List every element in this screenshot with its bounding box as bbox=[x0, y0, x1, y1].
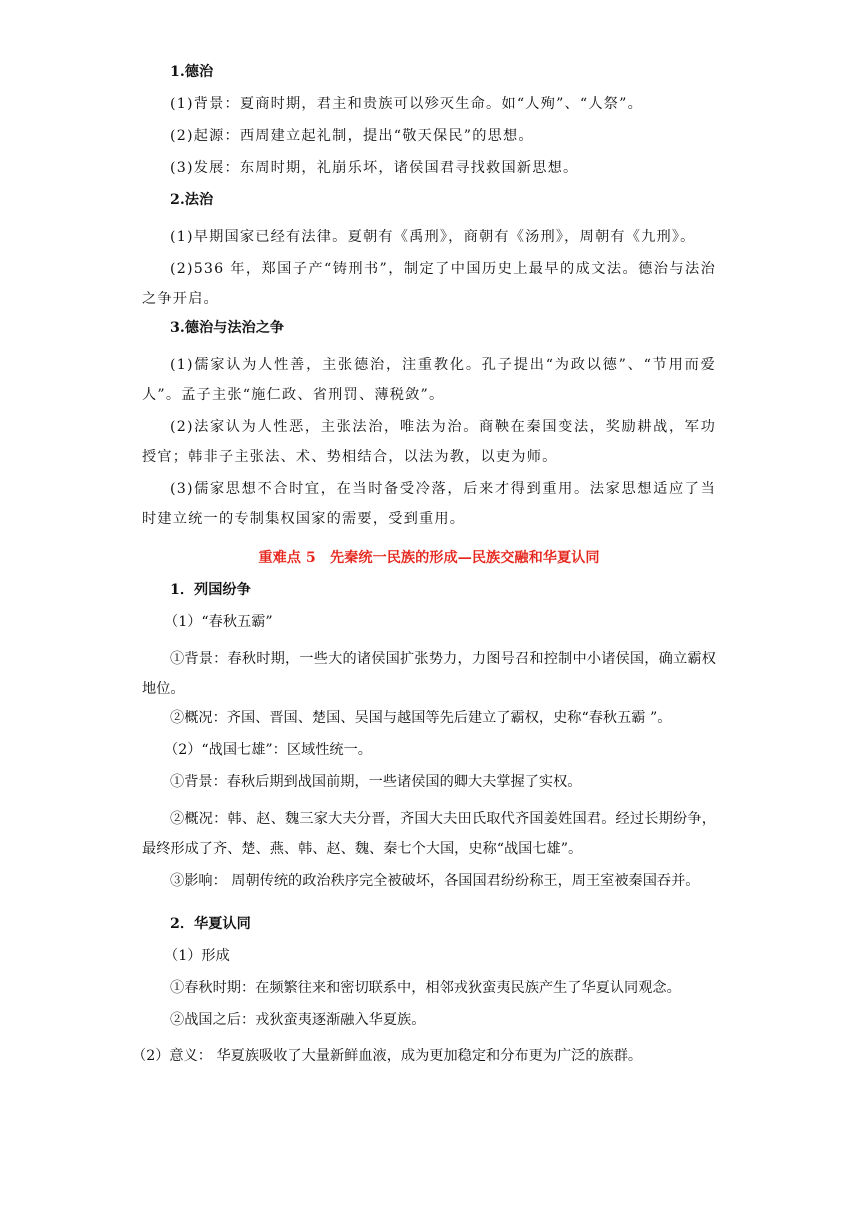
page-content bbox=[132, 62, 716, 1078]
paragraph: （2）意义： 华夏族吸收了大量新鲜血液，成为更加稳定和分布更为广泛的族群。 bbox=[132, 1048, 643, 1064]
paragraph: ①春秋时期：在频繁往来和密切联系中，相邻戎狄蛮夷民族产生了华夏认同观念。 bbox=[170, 980, 681, 996]
paragraph: (3)发展：东周时期，礼崩乐坏，诸侯国君寻找救国新思想。 bbox=[170, 160, 579, 176]
paragraph: ②概况：韩、赵、魏三家大夫分晋，齐国大夫田氏取代齐国姜姓国君。经过长期纷争，最终形成了齐、楚、燕、韩、赵、魏、秦七个大国，史称“战国七雄”。 bbox=[142, 811, 716, 857]
paragraph: (1)背景：夏商时期，君主和贵族可以殄灭生命。如“人殉”、“人祭”。 bbox=[170, 96, 643, 112]
heading-zhi-zheng: 3.德治与法治之争 bbox=[170, 320, 285, 336]
paragraph: (2)起源：西周建立起礼制，提出“敬天保民”的思想。 bbox=[170, 128, 534, 144]
paragraph: ①背景：春秋时期，一些大的诸侯国扩张势力，力图号召和控制中小诸侯国，确立霸权地位。 bbox=[142, 651, 716, 697]
heading-lie-guo: 1．列国纷争 bbox=[170, 582, 251, 598]
paragraph: (1)早期国家已经有法律。夏朝有《禹刑》，商朝有《汤刑》，周朝有《九刑》。 bbox=[170, 229, 696, 245]
heading-fa-zhi: 2.法治 bbox=[170, 192, 214, 208]
heading-de-zhi: 1.德治 bbox=[170, 64, 214, 80]
paragraph: (2)536 年，郑国子产“铸刑书”，制定了中国历史上最早的成文法。德治与法治之争开启。 bbox=[142, 261, 716, 307]
sub-heading: （1）形成 bbox=[164, 948, 230, 964]
paragraph: ②概况：齐国、晋国、楚国、吴国与越国等先后建立了霸权，史称“春秋五霸 ”。 bbox=[170, 710, 672, 726]
key-point-title: 重难点 5 先秦统一民族的形成—民族交融和华夏认同 bbox=[258, 550, 600, 566]
paragraph: (3)儒家思想不合时宜，在当时备受冷落，后来才得到重用。法家思想适应了当时建立统一的专制集权国家的需要，受到重用。 bbox=[142, 481, 716, 527]
paragraph: ②战国之后：戎狄蛮夷逐渐融入华夏族。 bbox=[170, 1012, 426, 1028]
sub-heading: （1）“春秋五霸” bbox=[164, 614, 273, 630]
paragraph: (1)儒家认为人性善，主张德治，注重教化。孔子提出“为政以德”、“节用而爱人”。孟子主张“施仁政、省刑罚、薄税敛”。 bbox=[142, 357, 716, 403]
paragraph: (2)法家认为人性恶，主张法治，唯法为治。商鞅在秦国变法，奖励耕战，军功授官；韩非子主张法、术、势相结合，以法为教，以吏为师。 bbox=[142, 419, 716, 465]
paragraph: ①背景：春秋后期到战国前期，一些诸侯国的卿大夫掌握了实权。 bbox=[170, 774, 582, 790]
heading-hua-xia: 2．华夏认同 bbox=[170, 916, 251, 932]
sub-heading: （2）“战国七雄”：区域性统一。 bbox=[164, 742, 372, 758]
paragraph: ③影响： 周朝传统的政治秩序完全被破坏，各国国君纷纷称王，周王室被秦国吞并。 bbox=[170, 873, 700, 889]
